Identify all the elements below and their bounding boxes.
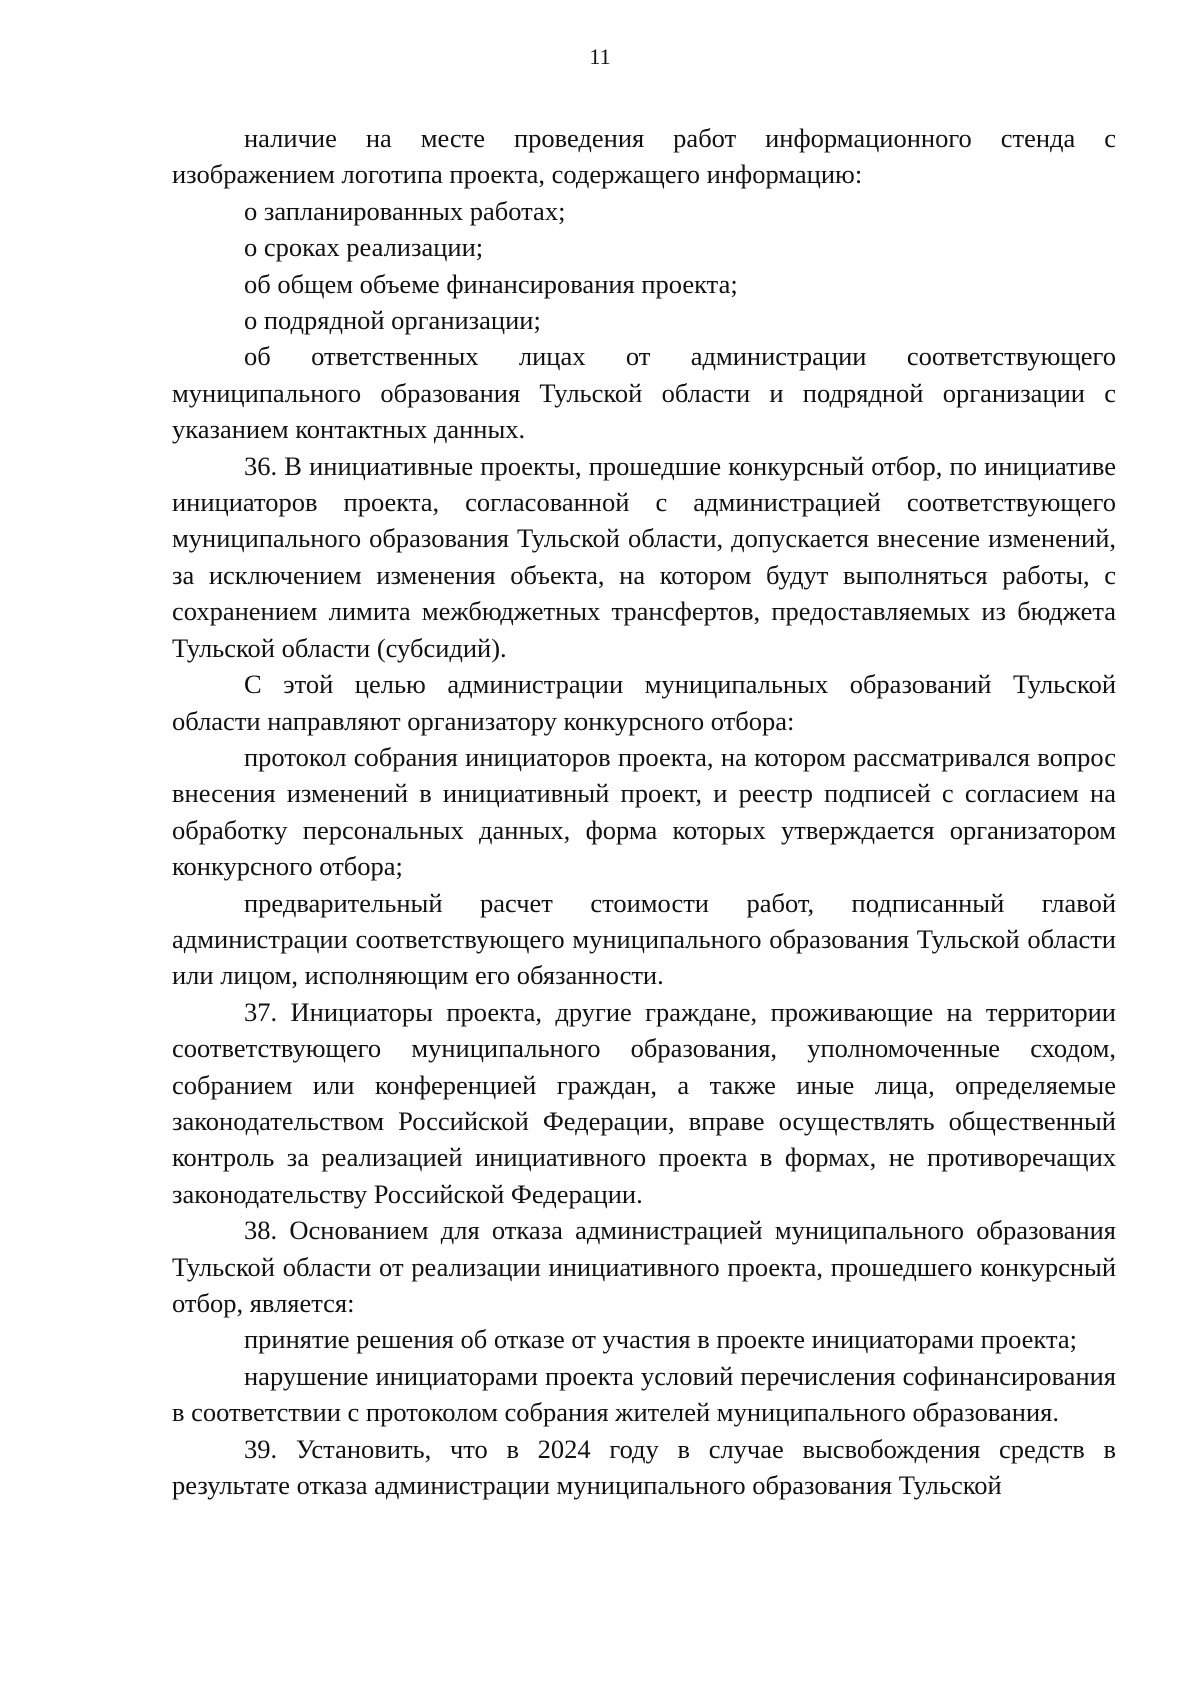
list-item: о подрядной организации; [244,305,541,336]
page-number: 11 [589,44,611,69]
list-item: об общем объеме финансирования проекта; [244,268,738,299]
paragraph: С этой целью администрации муниципальных образований Тульской области направляют организатору конкурсного отбора: [172,669,1116,736]
paragraph-37: 37. Инициаторы проекта, другие граждане, проживающие на территории соответствующего муниципального образования, уполномоченные сходом, собранием или конференцией граждан, а также иные лица, определяемые законодательством Российской Федерации, вправе осуществлять общественный контроль за реализацией инициативного проекта в формах, не противоречащих законодательству Российской Федерации. [172,996,1116,1209]
document-body [172,120,1116,1503]
list-item: об ответственных лицах от администрации соответствующего муниципального образования Тульской области и подрядной организации с указанием контактных данных. [172,341,1116,445]
list-item: протокол собрания инициаторов проекта, на котором рассматривался вопрос внесения изменений в инициативный проект, и реестр подписей с согласием на обработку персональных данных, форма которых утверждается организатором конкурсного отбора; [172,741,1116,882]
paragraph: наличие на месте проведения работ информационного стенда с изображением логотипа проекта, содержащего информацию: [172,123,1116,190]
paragraph-38: 38. Основанием для отказа администрацией муниципального образования Тульской области от реализации инициативного проекта, прошедшего конкурсный отбор, является: [172,1215,1116,1318]
list-item: о запланированных работах; [244,195,566,226]
paragraph-36: 36. В инициативные проекты, прошедшие конкурсный отбор, по инициативе инициаторов проекта, согласованной с администрацией соответствующего муниципального образования Тульской области, допускается внесение изменений, за исключением изменения объекта, на котором будут выполняться работы, с сохранением лимита межбюджетных трансфертов, предоставляемых из бюджета Тульской области (субсидий). [172,450,1116,663]
list-item: нарушение инициаторами проекта условий перечисления софинансирования в соответствии с протоколом собрания жителей муниципального образования. [172,1360,1116,1428]
paragraph-39: 39. Установить, что в 2024 году в случае высвобождения средств в результате отказа администрации муниципального образования Тульской [172,1433,1116,1501]
list-item: о сроках реализации; [244,232,484,263]
list-item: предварительный расчет стоимости работ, подписанный главой администрации соответствующего муниципального образования Тульской области или лицом, исполняющим его обязанности. [172,887,1116,991]
list-item: принятие решения об отказе от участия в проекте инициаторами проекта; [244,1324,1077,1355]
